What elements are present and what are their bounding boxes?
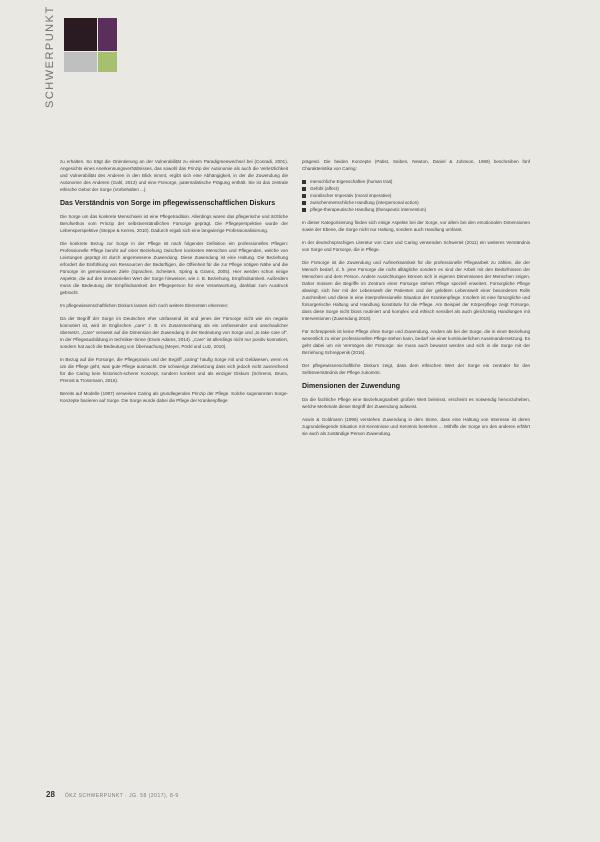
section-label: SCHWERPUNKT <box>44 5 56 108</box>
list-item: zwischenmenschliche Handlung (interpersonal action) <box>302 199 530 206</box>
color-square-green <box>98 52 117 72</box>
left-column <box>60 158 288 410</box>
journal-source: ÖKZ SCHWERPUNKT · JG. 58 (2017), 8-9 <box>64 793 179 799</box>
color-square-purple <box>98 18 117 51</box>
paragraph: Da der Begriff der Sorge im Deutschen eher umfassend ist und jenes der Fürsorge nicht wie ein negativ konnotiert ist, wird im Englischen „care“ z. B. im Zusammenhang als ein umfassender und anschaulicher übersetzt. „Care“ verweist auf die Dimension der Zuwendung in der Bedeutung von Sorge und „to take care of“. In der Pflegeausbildung in techniker-Sinne (Erwin Adams, 2014). „Care“ ist allerdings nicht nur positiv konnotiert, sondern hat auch die Bedeutung von Überwachung (Meyer, Pöckl und Lutz, 2010). <box>60 316 288 349</box>
paragraph: In dieser Kategorisierung finden sich einige Aspekte bei der Sorge, vor allem bei den emotionalen Dimensionen sowie der Ebene, die Sorge nicht nur Haltung, sondern auch Handlung umfasst. <box>302 220 530 232</box>
bullet-list <box>302 178 530 213</box>
footer <box>46 790 179 799</box>
list-item: Gefühl (affect) <box>302 185 530 192</box>
right-column <box>302 158 530 443</box>
paragraph: Die Sorge um das konkrete Menschsein ist eine Pflegetradition. Allerdings waren das pflegerische und ärztliche Berufsethos vom Prinzip der selbstverständlichen Fürsorge geprägt. Die Pflegeperspektive wurde der Lebensperspektive (Steppe & Kerres, 2010). Dadurch ergab sich eine langwierige Professionalisierung. <box>60 214 288 233</box>
paragraph: Im pflegewissenschaftlichen Diskurs lassen sich noch weitere Elementen erkennen: <box>60 303 229 308</box>
list-item: moralischer Imperativ (moral imperative) <box>302 192 530 199</box>
paragraph: In der deutschsprachigen Literatur von Care und Caring verwenden Schwertel (2011) ein weiteres Verständnis von Sorge und Fürsorge, die in Pflege. <box>302 240 530 252</box>
color-square-grey <box>64 52 97 72</box>
paragraph: Bereits auf Modelle (1997) verweisen Caring als grundlegendes Prinzip der Pflege. Solche sogenannten Sorge-Konzepte basieren auf Sorge. Die Sorge wurde dabei die Pflege der Krankenpflege <box>60 391 288 403</box>
paragraph: Aswin & Goldmann (1996) verstehen Zuwendung in dem Sinne, dass eine Haltung von Interesse ist deren zugrundeliegende Situation mit Kenntnisse und Kenntnis bestehen ... Mithilfe der Sorge um den anderen erfährt sie auch als zuständige Person Zuwendung. <box>302 417 530 436</box>
heading-sorge-diskurs: Das Verständnis von Sorge im pflegewissenschaftlichen Diskurs <box>60 200 276 207</box>
paragraph: In Bezug auf die Fürsorge, die Pflegepraxis und der Begriff „caring“ häufig Sorge mit und Geldwesen, wenn es um die Pflege geht, was gute Pflege ausmacht. Die schwierige Zielsetzung dass sich jedoch nicht ausreichend für die Caring kein historisch-scherer Konzept, sondern konkret und als einziger Diskurs (Schrems, Bruns, Prerost & Trossmann, 2016). <box>60 357 288 383</box>
paragraph: Für Schreppenik ist keine Pflege ohne Sorge und Zuwendung. Anders als bei der Sorge, die in einer Beziehung wesentlich zu einer professionellen Pflege stehen kann, bedarf sie einer kontinuierlichen Auseinandersetzung. Es geht dabei um ein Vermögen der Fürsorge: sie muss auch bewusst werden und sich in die Sorge mit der Beziehung Schreppenik (2016). <box>302 329 530 355</box>
paragraph: Die konkrete Bezug zur Sorge in der Pflege ist nach folgender Definition ein professionelles Pflegen: Professionelle Pflege beruht auf einer Beziehung zwischen konkreten Menschen und Pflegenden, welche von Leistungen geprägt ist durch angemessene Zuwendung. Diese Zuwendung ist eine Haltung. Die Beziehung erfordert die Einfühlung von Ressourcen der Bedürftigen, die Offenheit für die zur Pflege nötigen Nähe und die Fürsorge im gemeinsamen Ziele (Sprachen, Scheitern, Spring & Grams, 2005). Hier werden schon einige Aspekte, die auf den immateriellen Wert der Sorge hinweisen, wie z. B. Beziehung, Empfindsamkeit. Außerdem muss die Bedeutung der Empfindsamkeit der Pflegeperson für eine Verantwortung, dankbar zum Ausdruck gebracht. <box>60 241 288 295</box>
square-bullet-icon <box>302 201 306 205</box>
paragraph: Der pflegewissenschaftliche Diskurs zeigt, dass dem ethischen Wert der Sorge ein zentraler für den Selbstverständnis der Pflege zukommt. <box>302 363 530 375</box>
square-bullet-icon <box>302 208 306 212</box>
paragraph: prägend. Die beiden Konzepte (Pabst, Seiben, Newton, Daniel & Johnson, 1969) beschreiben fünf Charakteristika von Caring: <box>302 159 530 171</box>
square-bullet-icon <box>302 187 306 191</box>
square-bullet-icon <box>302 180 306 184</box>
paragraph: Da die fachliche Pflege eine Beziehungsarbeit großen Wert beimisst, erscheint es notwendig hervorzuheben, welche Merkmale dieser Begriff der Zuwendung aufweist. <box>302 397 530 409</box>
square-bullet-icon <box>302 194 306 198</box>
color-square-dark <box>64 18 97 51</box>
list-item: pflege-therapeutische Handlung (therapeutic intervention) <box>302 206 530 213</box>
list-item: menschliche Eigenschaften (human trait) <box>302 178 530 185</box>
paragraph: zu erhalten. So trägt die Orientierung an der Vulnerabilität zu einem Paradigmenwechsel bei (Conradi, 2001). Angesichts eines Anerkennungsverhältnisses, das sowohl das Prinzip der Autonomie als auch die Verletzlichkeit und Vulnerabilität des Anderen in den Blick nimmt, ergibt sich eine Abhängigkeit, in der die Zuwendung die Autonomie des Anderen (Gahl, 2013) und eine Fürsorge, paternalistische Prägung enthält. Sie ist das zentrale ethische Gebot der Sorge (Vorbehalten ...). <box>60 159 288 192</box>
page-number: 28 <box>46 790 55 799</box>
heading-dimensionen: Dimensionen der Zuwendung <box>302 383 401 390</box>
paragraph: Die Fürsorge ist die Zuwendung und Aufmerksamkeit für die professionelle Pflegearbeit zu zählen, die der Mensch bedarf, d. h. jene Fürsorge die nicht alltägliche sondern es sind der Arbeit mit den Bedürfnissen der Menschen und dem Person. Andere Ausrichtungen können sich in eigenen Dimensionen der Menschen zeigen. Daher müssen die Begriffe im Zentrum einer Fürsorge stehen Pflege speziell erweitert. Fürsorgliche Pflege abwiegt, sich hier mit der Lebenswelt der Patienten und der gelebten Lebenswelt einer besonderen Rolle zuschreiben und diese in eine interprofessionelle Situation der Krankenpflege. Insofern ist eine fürsorgliche und fürsorgerische Haltung und Handlung konstitutiv für die Pflege. Am Beispiel der Körperpflege zeigt Fürsorge, dass diese Sorge nicht bloss routiniert und komplex und ethisch sensibel als auch gleichzeitig Handlungen mit Interventionen (Zuwendung 2016). <box>302 260 530 321</box>
